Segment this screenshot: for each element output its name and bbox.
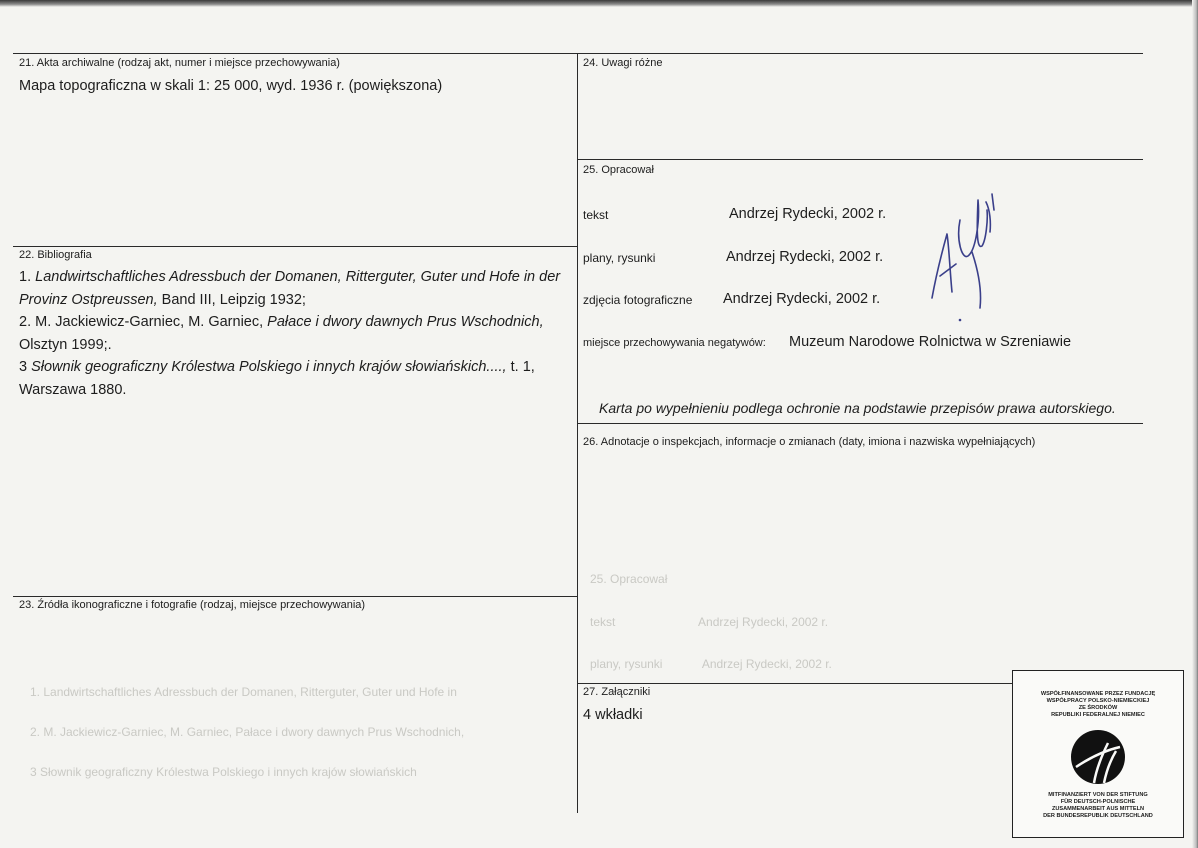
grid-line (577, 53, 578, 813)
scan-top-edge (0, 0, 1198, 7)
copyright-notice: Karta po wypełnieniu podlega ochronie na podstawie przepisów prawa autorskiego. (599, 400, 1116, 416)
grid-line (13, 596, 577, 597)
bibliography-entry: 2. M. Jackiewicz-Garniec, M. Garniec, Pałace i dwory dawnych Prus Wschodnich, Olsztyn 1999;. (19, 314, 544, 353)
author-row-value: Andrzej Rydecki, 2002 r. (729, 206, 887, 222)
foundation-stamp (1012, 670, 1184, 838)
bibliography-list (19, 266, 567, 401)
bleed-through-text: 3 Słownik geograficzny Królestwa Polskiego i innych krajów słowiańskich (30, 765, 417, 779)
stamp-text: DER BUNDESREPUBLIK DEUTSCHLAND (1043, 813, 1153, 819)
bleed-through-text: tekst Andrzej Rydecki, 2002 r. (590, 615, 829, 629)
stamp-text: WSPÓŁFINANSOWANE PRZEZ FUNDACJĘ (1040, 691, 1156, 697)
grid-line (577, 683, 1012, 684)
stamp-text: REPUBLIKI FEDERALNEJ NIEMIEC (1051, 712, 1145, 718)
bleed-through-text: 1. Landwirtschaftliches Adressbuch der Domanen, Ritterguter, Guter und Hofe in (30, 685, 457, 699)
stamp-text: ZUSAMMENARBEIT AUS MITTELN (1051, 806, 1145, 812)
scan-right-edge (1192, 0, 1198, 848)
section-21-label: 21. Akta archiwalne (rodzaj akt, numer i miejsce przechowywania) (19, 57, 340, 69)
bibliography-entry: 1. Landwirtschaftliches Adressbuch der Domanen, Ritterguter, Guter und Hofe in der Provinz Ostpreussen, Band III, Leipzig 1932; (19, 269, 561, 308)
section-23-label: 23. Źródła ikonograficzne i fotografie (rodzaj, miejsce przechowywania) (19, 599, 366, 611)
stamp-text: FÜR DEUTSCH-POLNISCHE (1060, 799, 1136, 805)
section-27-label: 27. Załączniki (583, 686, 651, 698)
grid-line (577, 159, 1143, 160)
grid-line (13, 53, 1143, 54)
section-24-label: 24. Uwagi różne (583, 57, 663, 69)
bleed-through-text: plany, rysunki Andrzej Rydecki, 2002 r. (590, 657, 832, 671)
author-row-key: tekst (583, 208, 609, 222)
bleed-through-text: 25. Opracował (590, 572, 668, 586)
author-row-key: plany, rysunki (583, 251, 656, 265)
attachments-value: 4 wkładki (583, 707, 643, 723)
negatives-location-value: Muzeum Narodowe Rolnictwa w Szreniawie (789, 334, 1072, 350)
negatives-location-key: miejsce przechowywania negatywów: (583, 337, 766, 349)
foundation-logo-icon (1070, 729, 1126, 785)
bibliography-entry: 3 Słownik geograficzny Królestwa Polskiego i innych krajów słowiańskich...., t. 1, Warszawa 1880. (19, 359, 535, 398)
author-row-value: Andrzej Rydecki, 2002 r. (726, 249, 884, 265)
author-row-value: Andrzej Rydecki, 2002 r. (723, 291, 881, 307)
signature-image (920, 180, 1000, 330)
section-25-label: 25. Opracował (583, 164, 654, 176)
stamp-text: MITFINANZIERT VON DER STIFTUNG (1048, 792, 1148, 798)
stamp-text: ZE ŚRODKÓW (1078, 705, 1118, 711)
section-22-label: 22. Bibliografia (19, 249, 92, 261)
section-26-label: 26. Adnotacje o inspekcjach, informacje o zmianach (daty, imiona i nazwiska wypełniających) (583, 436, 1036, 448)
bleed-through-text: 2. M. Jackiewicz-Garniec, M. Garniec, Pałace i dwory dawnych Prus Wschodnich, (30, 725, 465, 739)
author-row-key: zdjęcia fotograficzne (583, 293, 693, 307)
grid-line (13, 246, 577, 247)
grid-line (577, 423, 1143, 424)
archival-records-value: Mapa topograficzna w skali 1: 25 000, wyd. 1936 r. (powiększona) (19, 78, 443, 94)
stamp-text: WSPÓŁPRACY POLSKO-NIEMIECKIEJ (1046, 698, 1150, 704)
